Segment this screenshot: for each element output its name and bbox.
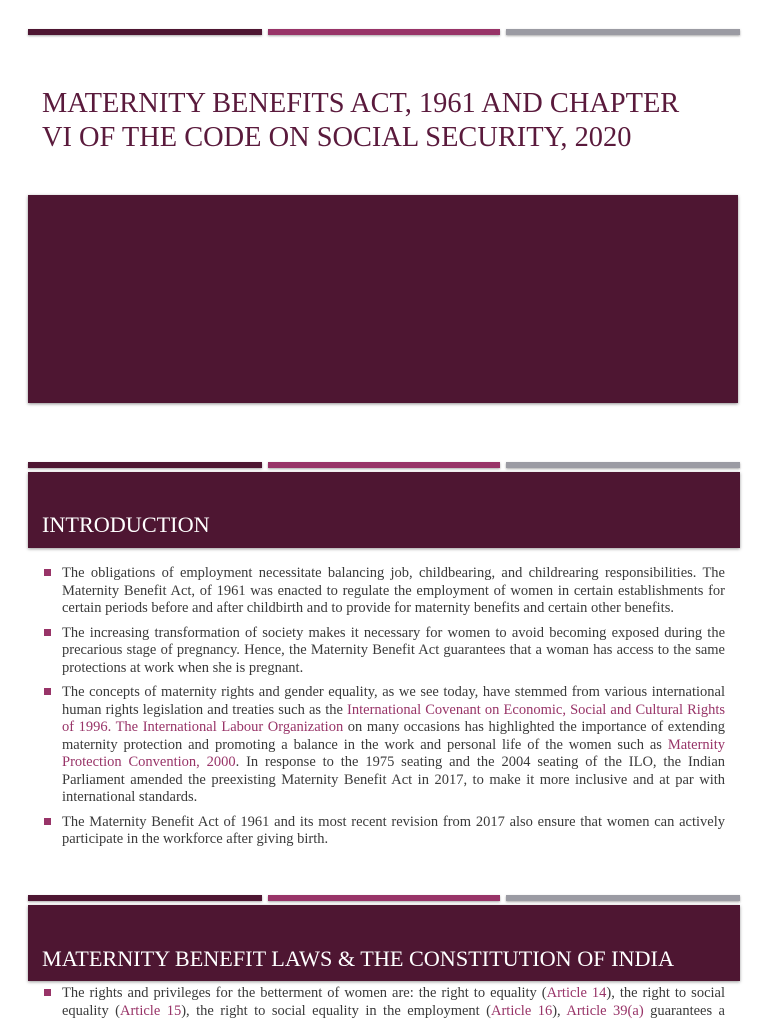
bullet-item (62, 684, 725, 807)
bullet-text: The increasing transformation of society makes it necessary for women to avoid becoming exposed during the precarious stage of pregnancy. Hence, the Maternity Benefit Act guarantees that a woman has access to the same protections at work when she is pregnant. (62, 624, 725, 676)
accent-bars (28, 29, 740, 35)
bullet-marker (44, 688, 51, 695)
slide-constitution (0, 880, 768, 1024)
bullet-marker (44, 818, 51, 825)
presentation-title (42, 87, 679, 155)
bullet-text: ), (552, 1002, 567, 1019)
bullet-text: guarantees a (643, 1002, 725, 1019)
accent-bars (28, 462, 740, 468)
bullet-list (62, 565, 725, 856)
bullet-text: . In response to the 1975 seating and the 2004 seating of the ILO, the Indian Parliament amended the preexisting Maternity Benefit Act in 2017, to make it more inclusive and at par with international standards. (62, 754, 726, 805)
bullet-text: ), the right to social equality in the employment ( (181, 1002, 491, 1019)
bullet-item (62, 625, 725, 678)
bullet-item (62, 814, 725, 849)
bullet-text: The concepts of maternity rights and gender equality, as we see today, have stemmed from various international human rights legislation and treaties such as the (62, 684, 725, 718)
maternity-protection-convention-link[interactable]: Maternity Protection Convention, 2000 (62, 736, 725, 770)
slide-introduction (0, 440, 768, 880)
slide-heading: MATERNITY BENEFIT LAWS & THE CONSTITUTION OF INDIA (42, 946, 674, 971)
slide-header-band (28, 472, 740, 548)
accent-bar-accent (268, 895, 500, 901)
article-16-link[interactable]: Article 16 (491, 1002, 553, 1019)
bullet-marker (44, 569, 51, 576)
bullet-item (62, 565, 725, 618)
article-14-link[interactable]: Article 14 (546, 985, 607, 1001)
bullet-marker (44, 629, 51, 636)
accent-bar-primary (28, 895, 262, 901)
icescr-ilo-link[interactable]: International Covenant on Economic, Social and Cultural Rights of 1996. The International Labour Organization (62, 701, 725, 735)
article-15-link[interactable]: Article 15 (120, 1002, 182, 1019)
accent-bar-neutral (506, 462, 740, 468)
accent-bar-primary (28, 29, 262, 35)
accent-bar-primary (28, 462, 262, 468)
bullet-text: ), the right to social equality ( (62, 985, 725, 1019)
bullet-list (62, 985, 725, 1024)
slide-header-band (28, 905, 740, 981)
bullet-text: on many occasions has highlighted the importance of extending maternity protection and promoting a balance in the work and personal life of the women such as (62, 719, 725, 753)
accent-bar-accent (268, 462, 500, 468)
accent-bar-neutral (506, 895, 740, 901)
bullet-marker (44, 989, 51, 996)
bullet-text: The obligations of employment necessitate balancing job, childbearing, and childrearing responsibilities. The Maternity Benefit Act, of 1961 was enacted to regulate the employment of women in certain establishments for certain periods before and after childbirth and to provide for maternity benefits and certain other benefits. (62, 565, 725, 616)
bullet-text: The rights and privileges for the betterment of women are: the right to equality ( (62, 985, 547, 1001)
bullet-item (62, 985, 725, 1020)
slide-heading: INTRODUCTION (42, 512, 210, 537)
article-39a-link[interactable]: Article 39(a) (566, 1002, 644, 1019)
title-banner-block (28, 195, 738, 403)
accent-bar-accent (268, 29, 500, 35)
accent-bar-neutral (506, 29, 740, 35)
presentation-title-line: MATERNITY BENEFITS ACT, 1961 AND CHAPTER (42, 88, 680, 119)
presentation-title-line: VI OF THE CODE ON SOCIAL SECURITY, 2020 (42, 122, 632, 153)
bullet-text: The Maternity Benefit Act of 1961 and its most recent revision from 2017 also ensure that women can actively participate in the workforce after giving birth. (62, 813, 725, 847)
slide-title (0, 0, 768, 440)
accent-bars (28, 895, 740, 901)
